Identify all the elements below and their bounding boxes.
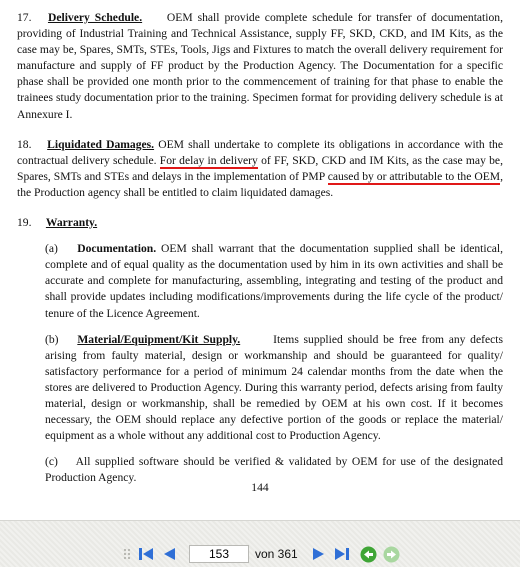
red-underline-annotation: For delay in delivery bbox=[159, 153, 258, 167]
clause-17 bbox=[17, 10, 503, 123]
red-underline-annotation: caused by or attributable to the OEM bbox=[327, 169, 501, 183]
next-page-icon bbox=[311, 546, 327, 562]
clause-heading: Warranty. bbox=[45, 216, 98, 230]
subclause-heading: Documentation. bbox=[77, 242, 157, 256]
clause-number: 17. bbox=[17, 11, 32, 24]
clause-18 bbox=[17, 137, 503, 201]
subclause-label: (b) bbox=[45, 332, 59, 346]
back-button[interactable] bbox=[360, 545, 378, 563]
last-page-icon bbox=[334, 546, 350, 562]
forward-button[interactable] bbox=[383, 545, 401, 563]
navigation-controls bbox=[123, 545, 406, 563]
clause-19a bbox=[45, 241, 503, 321]
clause-number: 18. bbox=[17, 137, 32, 151]
subclause-text: All supplied software should be verified & validated by OEM for use of the designated Production Agency. bbox=[45, 455, 503, 485]
clause-text: of FF, SKD, CKD and IM Kits, as the case may be, Spares, SMTs and STEs and delays in the implementation of PMP bbox=[17, 153, 503, 183]
pdf-navigation-toolbar bbox=[0, 520, 520, 567]
document-text bbox=[17, 10, 503, 500]
subclause-text: OEM shall warrant that the documentation supplied shall be identical, complete and of equal quality as the documentation used by him in its own activities and shall be accurate and complete for manufacturing, assembling, integrating and testing of the product and shall provide updates including modifications/improvements during the life cycle of the product/ tenure of the Licence Agreement. bbox=[45, 242, 503, 320]
clause-19-title bbox=[17, 215, 503, 231]
forward-icon bbox=[383, 546, 400, 563]
subclause-label: (a) bbox=[45, 242, 58, 256]
subclause-label: (c) bbox=[45, 455, 58, 469]
clause-19b bbox=[45, 332, 503, 445]
toolbar-grip-handle[interactable] bbox=[123, 548, 131, 560]
clause-heading: Liquidated Damages. bbox=[47, 137, 155, 151]
next-page-button[interactable] bbox=[310, 545, 328, 563]
subclause-text: Items supplied should be free from any defects arising from faulty material, design or workmanship and should be guaranteed for quality/ satisfactory performance for a period of minimum 24 calendar months from the date when the stores are delivered to Production Agency. During this warranty period, defects arising from faulty material, design or workmanship, shall be remedied by OEM at his own cost. If it becomes necessary, the OEM should replace any defective portion of the goods or replace the material/ equipment as a whole without any additional cost to Production Agency. bbox=[45, 332, 503, 443]
last-page-button[interactable] bbox=[333, 545, 351, 563]
clause-heading: Delivery Schedule. bbox=[47, 11, 143, 24]
previous-page-button[interactable] bbox=[160, 545, 178, 563]
clause-text: , the Production agency shall be entitled to claim liquidated damages. bbox=[17, 169, 503, 199]
total-pages-label: von 361 bbox=[255, 547, 298, 561]
clause-number: 19. bbox=[17, 216, 32, 230]
back-icon bbox=[360, 546, 377, 563]
first-page-icon bbox=[138, 546, 154, 562]
printed-page-number: 144 bbox=[251, 481, 269, 494]
first-page-button[interactable] bbox=[137, 545, 155, 563]
previous-page-icon bbox=[161, 546, 177, 562]
page-number-input[interactable] bbox=[189, 545, 249, 563]
clause-text: OEM shall undertake to complete its obligations in accordance with the contractual delivery schedule. bbox=[17, 137, 503, 167]
subclause-heading: Material/Equipment/Kit Supply. bbox=[77, 332, 241, 346]
clause-text: OEM shall provide complete schedule for transfer of documentation, providing of Industrial Training and Technical Assistance, supply FF, SKD, CKD, and IM Kits, as the case may be, Spares, SMTs, STEs, Tools, Jigs and Fixtures to match the overall delivery requirement for manufacture and supply of FF product by the Production Agency. The Documentation for a specific phase shall be provided one month prior to the commencement of training for that phase to enable the trainees study documentation prior to the training. Specimen format for providing delivery schedule is at Annexure I. bbox=[17, 11, 503, 121]
